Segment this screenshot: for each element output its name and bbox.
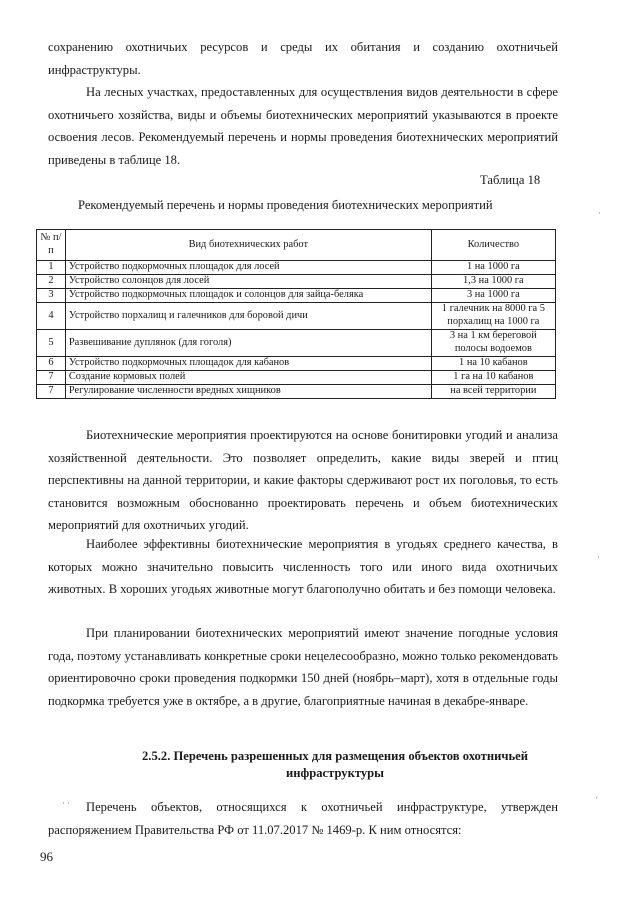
paragraph-forest-plots: На лесных участках, предоставленных для осуществления видов деятельности в сфере охотничьего хозяйства, виды и объемы биотехнических мероприятий указываются в проекте освоения лесов. Рекомендуемый перечень и нормы проведения биотехнических мероприятий приведены в таблице 18. <box>48 85 558 167</box>
row-qty: 3 на 1000 га <box>431 289 555 303</box>
row-work: Регулирование численности вредных хищников <box>65 385 431 399</box>
row-num: 5 <box>37 330 66 357</box>
header-num: № п/п <box>37 230 66 261</box>
paragraph-effective-measures: Наиболее эффективны биотехнические мероприятия в угодьях среднего качества, в которых можно значительно повысить численность того или иного вида охотничьих животных. В хороших угодьях животные могут благополучно обитать и без помощи человека. <box>48 537 558 596</box>
row-num: 2 <box>37 275 66 289</box>
scan-speck: · · <box>62 798 71 808</box>
table-title: Рекомендуемый перечень и нормы проведения биотехнических мероприятий <box>78 198 493 212</box>
row-num: 3 <box>37 289 66 303</box>
table-row <box>37 289 556 303</box>
scan-speck: ′ <box>596 795 598 805</box>
table-number: Таблица 18 <box>480 173 541 187</box>
paragraph-design-basis: Биотехнические мероприятия проектируются на основе бонитировки угодий и анализа хозяйственной деятельности. Это позволяет определить, какие виды зверей и птиц перспективны на данной территории, и какие факторы сдерживают рост их поголовья, то есть становится возможным обоснованно проектировать перечень и объем биотехнических мероприятий для охотничьих угодий. <box>48 428 558 532</box>
row-qty: 1 галечник на 8000 га 5 порхалищ на 1000 га <box>431 303 555 330</box>
row-num: 6 <box>37 357 66 371</box>
page-number: 96 <box>40 849 53 864</box>
row-work: Устройство подкормочных площадок и солонцов для зайца-беляка <box>65 289 431 303</box>
paragraph-intro-continuation: сохранению охотничьих ресурсов и среды их обитания и созданию охотничьей инфраструктуры. <box>48 40 558 77</box>
table-row <box>37 357 556 371</box>
table-row <box>37 261 556 275</box>
table-row <box>37 371 556 385</box>
row-work: Устройство подкормочных площадок для кабанов <box>65 357 431 371</box>
table-row <box>37 385 556 399</box>
row-work: Устройство порхалищ и галечников для боровой дичи <box>65 303 431 330</box>
table-header-row <box>37 230 556 261</box>
scan-speck: · <box>597 552 600 562</box>
paragraph-infrastructure-objects: Перечень объектов, относящихся к охотничьей инфраструктуре, утвержден распоряжением Правительства РФ от 11.07.2017 № 1469-р. К ним относятся: <box>48 800 558 837</box>
section-heading: 2.5.2. Перечень разрешенных для размещения объектов охотничьей инфраструктуры <box>142 749 528 780</box>
row-qty: 1 га на 10 кабанов <box>431 371 555 385</box>
row-work: Устройство солонцов для лосей <box>65 275 431 289</box>
row-num: 1 <box>37 261 66 275</box>
row-qty: 1 на 10 кабанов <box>431 357 555 371</box>
row-work: Развешивание дуплянок (для гоголя) <box>65 330 431 357</box>
row-work: Создание кормовых полей <box>65 371 431 385</box>
biotech-measures-table <box>36 229 556 399</box>
row-work: Устройство подкормочных площадок для лосей <box>65 261 431 275</box>
header-work: Вид биотехнических работ <box>65 230 431 261</box>
row-qty: 1,3 на 1000 га <box>431 275 555 289</box>
table-row <box>37 275 556 289</box>
row-qty: 1 на 1000 га <box>431 261 555 275</box>
header-qty: Количество <box>431 230 555 261</box>
row-num: 7 <box>37 371 66 385</box>
row-qty: на всей территории <box>431 385 555 399</box>
scan-speck: · <box>598 208 601 218</box>
row-qty: 3 на 1 км береговой полосы водоемов <box>431 330 555 357</box>
table-row <box>37 330 556 357</box>
row-num: 7 <box>37 385 66 399</box>
paragraph-weather-conditions: При планировании биотехнических мероприятий имеют значение погодные условия года, поэтому устанавливать конкретные сроки нецелесообразно, можно только рекомендовать ориентировочно сроки проведения подкормки 150 дней (ноябрь–март), хотя в отдельные годы подкормка требуется уже в октябре, а в другие, благоприятные начиная в декабре-январе. <box>48 626 558 708</box>
table-row <box>37 303 556 330</box>
row-num: 4 <box>37 303 66 330</box>
